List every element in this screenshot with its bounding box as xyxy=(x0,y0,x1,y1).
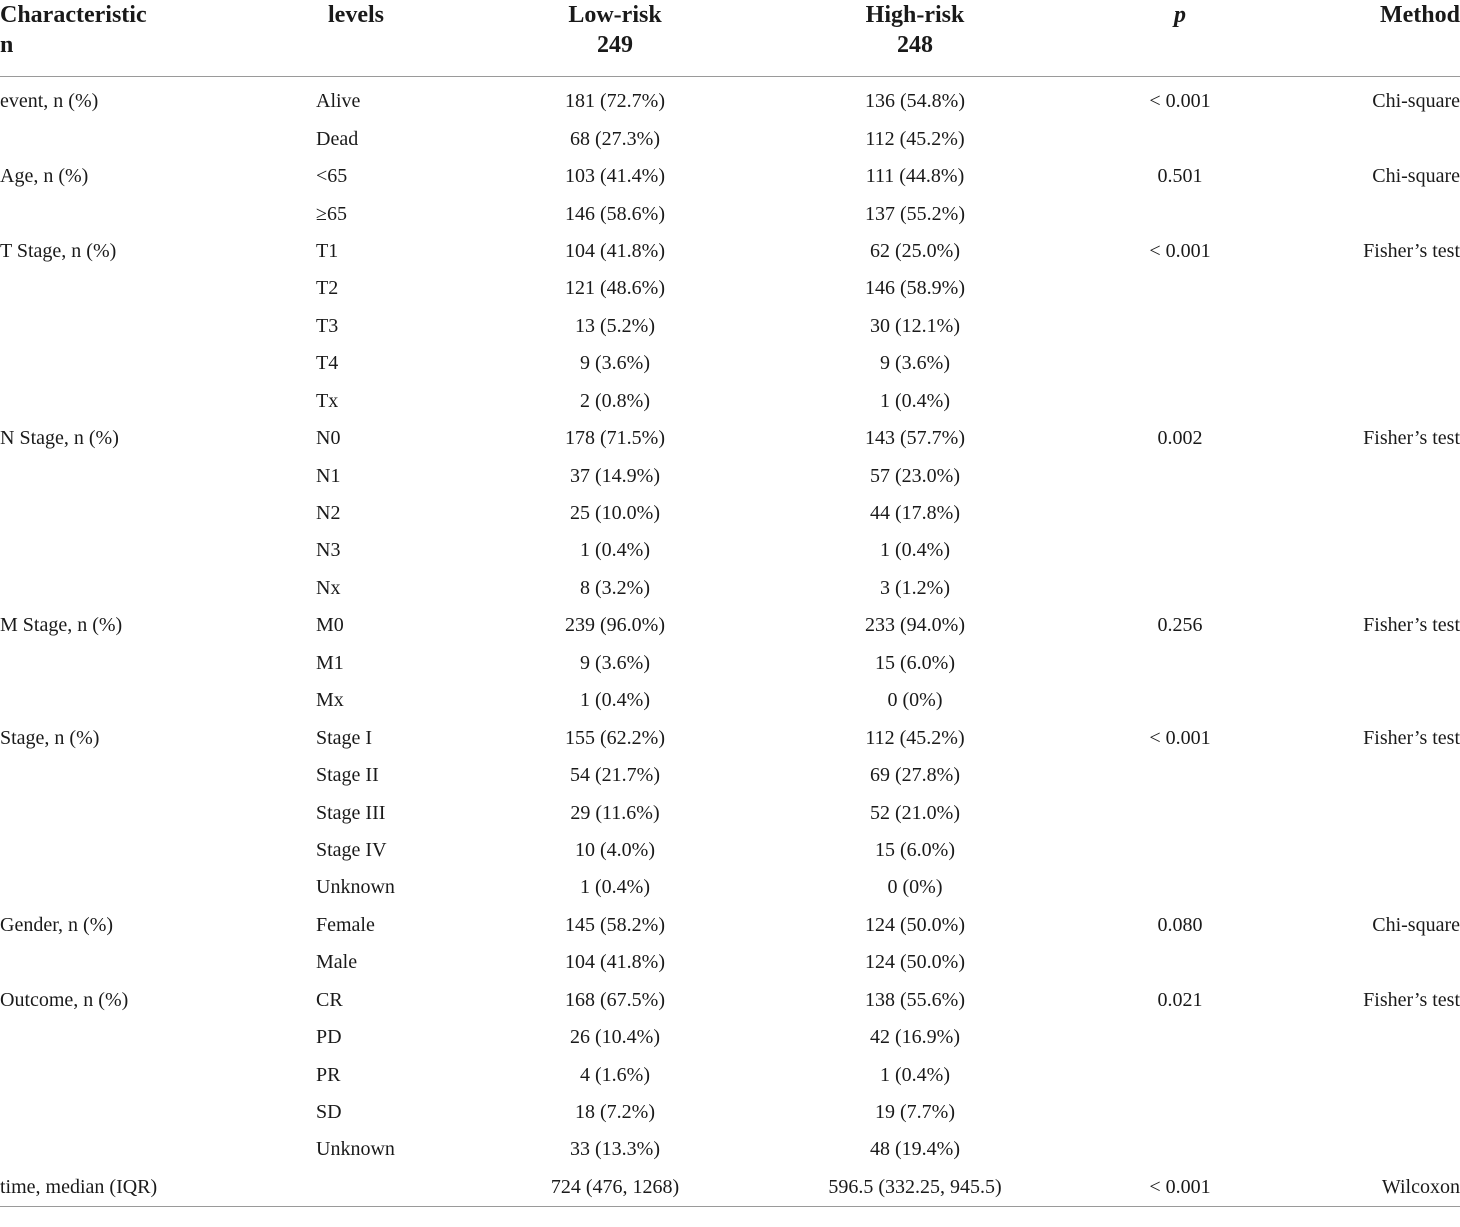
cell-level: Stage I xyxy=(316,726,373,749)
table-row xyxy=(0,120,1460,157)
cell-p-value: < 0.001 xyxy=(1149,90,1211,113)
cell-high-risk: 57 (23.0%) xyxy=(870,464,960,487)
cell-high-risk: 112 (45.2%) xyxy=(865,127,965,150)
header-low-risk-label: Low-risk xyxy=(568,2,662,28)
cell-characteristic: Gender, n (%) xyxy=(0,913,114,936)
table-row xyxy=(0,869,1460,906)
cell-p-value xyxy=(1050,532,1310,569)
cell-method xyxy=(1310,570,1460,607)
cell-high-risk: 112 (45.2%) xyxy=(865,726,965,749)
cell-level: Stage II xyxy=(316,764,379,787)
cell-level: Mx xyxy=(316,689,344,712)
header-method: Method xyxy=(1380,2,1460,28)
cell-high-risk: 1 (0.4%) xyxy=(880,1063,950,1086)
cell-method: Chi-square xyxy=(1372,165,1460,188)
table-row xyxy=(0,532,1460,569)
cell-method: Fisher’s test xyxy=(1363,239,1460,262)
cell-high-risk: 124 (50.0%) xyxy=(865,913,965,936)
table-row xyxy=(0,77,1460,121)
cell-low-risk: 8 (3.2%) xyxy=(580,576,650,599)
cell-characteristic: time, median (IQR) xyxy=(0,1169,300,1207)
cell-level: Male xyxy=(316,951,358,974)
cell-low-risk: 181 (72.7%) xyxy=(565,90,665,113)
header-characteristic xyxy=(0,0,300,77)
cell-p-value xyxy=(1050,682,1310,719)
header-high-risk xyxy=(780,0,1050,77)
cell-p-value xyxy=(1050,1056,1310,1093)
cell-method xyxy=(1310,120,1460,157)
cell-level: PD xyxy=(316,1026,342,1049)
cell-characteristic: Age, n (%) xyxy=(0,165,89,188)
cell-high-risk: 30 (12.1%) xyxy=(870,314,960,337)
cell-level: N0 xyxy=(316,427,341,450)
cell-p-value xyxy=(1050,1019,1310,1056)
cell-level: M0 xyxy=(316,614,344,637)
cell-level: Tx xyxy=(316,389,339,412)
table-row xyxy=(0,457,1460,494)
cell-level: CR xyxy=(316,988,343,1011)
cell-level: SD xyxy=(316,1101,342,1124)
cell-low-risk: 1 (0.4%) xyxy=(580,539,650,562)
cell-low-risk: 4 (1.6%) xyxy=(580,1063,650,1086)
cell-level: Unknown xyxy=(316,1138,395,1161)
cell-high-risk: 69 (27.8%) xyxy=(870,764,960,787)
header-p-label: p xyxy=(1174,2,1186,28)
table-row xyxy=(0,1131,1460,1168)
cell-method xyxy=(1310,270,1460,307)
cell-high-risk: 124 (50.0%) xyxy=(865,951,965,974)
cell-low-risk: 68 (27.3%) xyxy=(570,127,660,150)
cell-low-risk: 54 (21.7%) xyxy=(570,764,660,787)
cell-p-value: 0.021 xyxy=(1157,988,1203,1011)
cell-method xyxy=(1310,532,1460,569)
cell-p-value xyxy=(1050,457,1310,494)
header-levels: levels xyxy=(328,2,384,28)
header-p xyxy=(1050,0,1310,77)
cell-low-risk: 13 (5.2%) xyxy=(575,314,655,337)
cell-method xyxy=(1310,944,1460,981)
cell-characteristic xyxy=(0,345,300,382)
cell-low-risk: 26 (10.4%) xyxy=(570,1026,660,1049)
cell-level: <65 xyxy=(316,165,348,188)
cell-level: N1 xyxy=(316,464,341,487)
cell-method: Chi-square xyxy=(1372,913,1460,936)
cell-characteristic xyxy=(0,1094,300,1131)
cell-high-risk: 19 (7.7%) xyxy=(875,1101,955,1124)
cell-p-value: 0.080 xyxy=(1157,913,1203,936)
cell-method: Fisher’s test xyxy=(1363,427,1460,450)
cell-p-value xyxy=(1050,645,1310,682)
table-body xyxy=(0,77,1460,1207)
cell-level: T4 xyxy=(316,352,339,375)
cell-method xyxy=(1310,645,1460,682)
header-low-risk xyxy=(450,0,780,77)
cell-level: T3 xyxy=(316,314,339,337)
cell-method xyxy=(1310,1094,1460,1131)
cell-level: Stage IV xyxy=(316,838,387,861)
table-row xyxy=(0,495,1460,532)
header-row xyxy=(0,0,1460,77)
cell-low-risk: 10 (4.0%) xyxy=(575,838,655,861)
cell-low-risk: 37 (14.9%) xyxy=(570,464,660,487)
cell-p-value xyxy=(1050,308,1310,345)
cell-characteristic xyxy=(0,869,300,906)
cell-method: Wilcoxon xyxy=(1310,1169,1460,1207)
cell-high-risk: 138 (55.6%) xyxy=(865,988,965,1011)
table-row xyxy=(0,1056,1460,1093)
header-low-risk-n: 249 xyxy=(597,32,633,58)
cell-high-risk: 15 (6.0%) xyxy=(875,651,955,674)
table-row xyxy=(0,832,1460,869)
cell-high-risk: 9 (3.6%) xyxy=(880,352,950,375)
cell-low-risk: 155 (62.2%) xyxy=(565,726,665,749)
cell-high-risk: 42 (16.9%) xyxy=(870,1026,960,1049)
cell-method xyxy=(1310,832,1460,869)
cell-low-risk: 104 (41.8%) xyxy=(565,951,665,974)
cell-p-value: < 0.001 xyxy=(1050,1169,1310,1207)
cell-level: Stage III xyxy=(316,801,386,824)
cell-level: Female xyxy=(316,913,375,936)
cell-low-risk: 9 (3.6%) xyxy=(580,352,650,375)
table-row xyxy=(0,944,1460,981)
header-high-risk-n: 248 xyxy=(897,32,933,58)
table-row xyxy=(0,420,1460,457)
cell-method xyxy=(1310,345,1460,382)
cell-characteristic xyxy=(0,794,300,831)
cell-high-risk: 48 (19.4%) xyxy=(870,1138,960,1161)
table-row xyxy=(0,1094,1460,1131)
table-row xyxy=(0,982,1460,1019)
cell-p-value xyxy=(1050,832,1310,869)
cell-characteristic xyxy=(0,195,300,232)
cell-characteristic xyxy=(0,495,300,532)
cell-low-risk: 9 (3.6%) xyxy=(580,651,650,674)
cell-high-risk: 0 (0%) xyxy=(887,689,943,712)
cell-characteristic xyxy=(0,383,300,420)
cell-characteristic xyxy=(0,757,300,794)
cell-p-value xyxy=(1050,383,1310,420)
cell-low-risk: 145 (58.2%) xyxy=(565,913,665,936)
cell-p-value xyxy=(1050,570,1310,607)
cell-p-value: 0.002 xyxy=(1157,427,1203,450)
cell-level: N2 xyxy=(316,502,341,525)
cell-low-risk: 178 (71.5%) xyxy=(565,427,665,450)
cell-p-value xyxy=(1050,869,1310,906)
table-header xyxy=(0,0,1460,77)
cell-high-risk: 15 (6.0%) xyxy=(875,838,955,861)
cell-low-risk: 29 (11.6%) xyxy=(570,801,660,824)
table-row xyxy=(0,607,1460,644)
cell-characteristic: M Stage, n (%) xyxy=(0,614,123,637)
cell-p-value xyxy=(1050,944,1310,981)
table-row xyxy=(0,907,1460,944)
cell-low-risk: 168 (67.5%) xyxy=(565,988,665,1011)
cell-low-risk: 104 (41.8%) xyxy=(565,239,665,262)
cell-low-risk: 33 (13.3%) xyxy=(570,1138,660,1161)
table-row xyxy=(0,195,1460,232)
cell-method xyxy=(1310,195,1460,232)
cell-characteristic xyxy=(0,308,300,345)
cell-characteristic: Stage, n (%) xyxy=(0,726,100,749)
cell-high-risk: 143 (57.7%) xyxy=(865,427,965,450)
cell-p-value xyxy=(1050,120,1310,157)
cell-high-risk: 52 (21.0%) xyxy=(870,801,960,824)
table-row xyxy=(0,1169,1460,1207)
cell-high-risk: 136 (54.8%) xyxy=(865,90,965,113)
cell-characteristic xyxy=(0,270,300,307)
cell-low-risk: 18 (7.2%) xyxy=(575,1101,655,1124)
cell-level: ≥65 xyxy=(316,202,347,225)
cell-level: N3 xyxy=(316,539,341,562)
cell-characteristic xyxy=(0,120,300,157)
cell-characteristic xyxy=(0,1056,300,1093)
table-row xyxy=(0,794,1460,831)
table-row xyxy=(0,270,1460,307)
cell-method xyxy=(1310,495,1460,532)
cell-high-risk: 137 (55.2%) xyxy=(865,202,965,225)
table-row xyxy=(0,233,1460,270)
cell-high-risk: 111 (44.8%) xyxy=(865,165,965,188)
cell-method xyxy=(1310,1131,1460,1168)
cell-p-value xyxy=(1050,1131,1310,1168)
cell-low-risk: 1 (0.4%) xyxy=(580,876,650,899)
cell-low-risk: 146 (58.6%) xyxy=(565,202,665,225)
cell-high-risk: 596.5 (332.25, 945.5) xyxy=(780,1169,1050,1207)
cell-method xyxy=(1310,794,1460,831)
cell-level: T1 xyxy=(316,239,339,262)
cell-method xyxy=(1310,757,1460,794)
header-characteristic-line2: n xyxy=(0,32,14,58)
table-row xyxy=(0,645,1460,682)
cell-method: Fisher’s test xyxy=(1363,614,1460,637)
table-row xyxy=(0,570,1460,607)
cell-p-value xyxy=(1050,195,1310,232)
cell-method: Fisher’s test xyxy=(1363,988,1460,1011)
table-row xyxy=(0,345,1460,382)
cell-high-risk: 0 (0%) xyxy=(887,876,943,899)
cell-method: Fisher’s test xyxy=(1363,726,1460,749)
cell-characteristic xyxy=(0,570,300,607)
header-characteristic-line1: Characteristic xyxy=(0,2,147,28)
cell-low-risk: 1 (0.4%) xyxy=(580,689,650,712)
cell-method xyxy=(1310,682,1460,719)
cell-level: Nx xyxy=(316,576,341,599)
cell-p-value xyxy=(1050,757,1310,794)
cell-p-value xyxy=(1050,345,1310,382)
cell-method xyxy=(1310,1019,1460,1056)
cell-method xyxy=(1310,308,1460,345)
header-high-risk-label: High-risk xyxy=(865,2,965,28)
cell-low-risk: 724 (476, 1268) xyxy=(450,1169,780,1207)
table-row xyxy=(0,158,1460,195)
cell-characteristic xyxy=(0,457,300,494)
cell-level: M1 xyxy=(316,651,344,674)
cell-characteristic xyxy=(0,1131,300,1168)
table-row xyxy=(0,308,1460,345)
cell-level: T2 xyxy=(316,277,339,300)
cell-low-risk: 103 (41.4%) xyxy=(565,165,665,188)
cell-low-risk: 25 (10.0%) xyxy=(570,502,660,525)
cell-low-risk: 2 (0.8%) xyxy=(580,389,650,412)
cell-level: Alive xyxy=(316,90,361,113)
cell-characteristic: Outcome, n (%) xyxy=(0,988,129,1011)
cell-p-value xyxy=(1050,1094,1310,1131)
cell-low-risk: 239 (96.0%) xyxy=(565,614,665,637)
cell-level xyxy=(300,1169,450,1207)
cell-p-value: < 0.001 xyxy=(1149,726,1211,749)
cell-p-value xyxy=(1050,270,1310,307)
cell-high-risk: 233 (94.0%) xyxy=(865,614,965,637)
cell-characteristic: N Stage, n (%) xyxy=(0,427,119,450)
table-row xyxy=(0,719,1460,756)
cell-characteristic xyxy=(0,682,300,719)
cell-characteristic xyxy=(0,832,300,869)
cell-characteristic xyxy=(0,532,300,569)
cell-level: Unknown xyxy=(316,876,395,899)
cell-characteristic xyxy=(0,1019,300,1056)
cell-method xyxy=(1310,457,1460,494)
cell-low-risk: 121 (48.6%) xyxy=(565,277,665,300)
cell-characteristic: event, n (%) xyxy=(0,90,99,113)
cell-characteristic xyxy=(0,645,300,682)
cell-high-risk: 44 (17.8%) xyxy=(870,502,960,525)
cell-high-risk: 3 (1.2%) xyxy=(880,576,950,599)
table-row xyxy=(0,1019,1460,1056)
cell-level: PR xyxy=(316,1063,341,1086)
cell-method xyxy=(1310,869,1460,906)
cell-p-value xyxy=(1050,794,1310,831)
table-row xyxy=(0,682,1460,719)
table-row xyxy=(0,383,1460,420)
cell-method: Chi-square xyxy=(1372,90,1460,113)
cell-high-risk: 1 (0.4%) xyxy=(880,539,950,562)
cell-high-risk: 146 (58.9%) xyxy=(865,277,965,300)
cell-characteristic: T Stage, n (%) xyxy=(0,239,117,262)
cell-method xyxy=(1310,1056,1460,1093)
cell-high-risk: 62 (25.0%) xyxy=(870,239,960,262)
cell-level: Dead xyxy=(316,127,359,150)
cell-high-risk: 1 (0.4%) xyxy=(880,389,950,412)
cell-p-value: < 0.001 xyxy=(1149,239,1211,262)
cell-p-value: 0.256 xyxy=(1157,614,1203,637)
cell-p-value xyxy=(1050,495,1310,532)
table-row xyxy=(0,757,1460,794)
cell-characteristic xyxy=(0,944,300,981)
cell-p-value: 0.501 xyxy=(1157,165,1203,188)
cell-method xyxy=(1310,383,1460,420)
